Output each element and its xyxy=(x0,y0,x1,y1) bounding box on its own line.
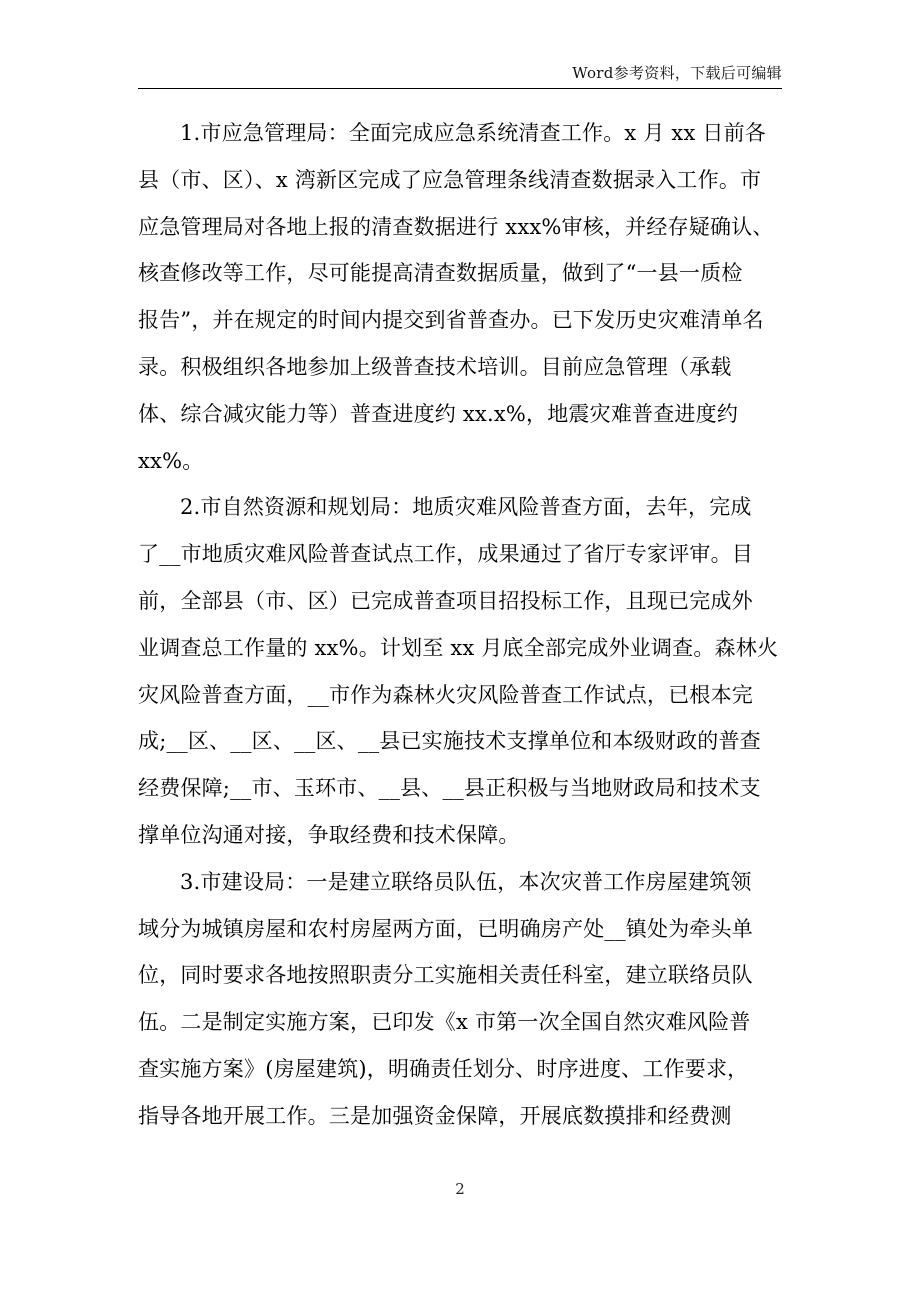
header-rule xyxy=(138,88,782,89)
page-number: 2 xyxy=(455,1180,465,1198)
text-line: 撑单位沟通对接，争取经费和技术保障。 xyxy=(138,822,520,847)
text-line: 报告”，并在规定的时间内提交到省普查办。已下发历史灾难清单名 xyxy=(138,308,764,333)
text-line: 前，全部县（市、区）已完成普查项目招投标工作，且现已完成外 xyxy=(138,588,753,613)
text-line: 域分为城镇房屋和农村房屋两方面，已明确房产处__镇处为牵头单 xyxy=(138,916,753,941)
text-line: 查实施方案》(房屋建筑)，明确责任划分、时序进度、工作要求， xyxy=(138,1056,749,1081)
text-line: 3.市建设局：一是建立联络员队伍，本次灾普工作房屋建筑领 xyxy=(180,869,752,894)
text-line: 位，同时要求各地按照职责分工实施相关责任科室，建立联络员队 xyxy=(138,963,753,988)
text-line: 指导各地开展工作。三是加强资金保障，开展底数摸排和经费测 xyxy=(138,1103,732,1128)
page-header: Word参考资料，下载后可编辑 xyxy=(572,64,782,82)
text-line: 了__市地质灾难风险普查试点工作，成果通过了省厅专家评审。目 xyxy=(138,542,753,567)
text-line: 核查修改等工作，尽可能提高清查数据质量，做到了“一县一质检 xyxy=(138,261,743,286)
text-line: 成;__区、__区、__区、__县已实施技术支撑单位和本级财政的普查 xyxy=(138,729,761,754)
text-line: 灾风险普查方面，__市作为森林火灾风险普查工作试点，已根本完 xyxy=(138,682,753,707)
document-body xyxy=(138,110,782,1140)
text-line: 经费保障;__市、玉环市、__县、__县正积极与当地财政局和技术支 xyxy=(138,776,761,801)
text-line: 录。积极组织各地参加上级普查技术培训。目前应急管理（承载 xyxy=(138,354,732,379)
text-line: 县（市、区）、x 湾新区完成了应急管理条线清查数据录入工作。市 xyxy=(138,167,762,192)
paragraph-3 xyxy=(138,859,782,1140)
text-line: 1.市应急管理局：全面完成应急系统清查工作。x 月 xx 日前各 xyxy=(180,121,766,145)
text-line: 伍。二是制定实施方案，已印发《x 市第一次全国自然灾难风险普 xyxy=(138,1010,751,1035)
text-line: 应急管理局对各地上报的清查数据进行 xxx%审核，并经存疑确认、 xyxy=(138,214,774,239)
paragraph-1 xyxy=(138,110,782,484)
paragraph-2 xyxy=(138,484,782,858)
text-line: 2.市自然资源和规划局：地质灾难风险普查方面，去年，完成 xyxy=(180,495,752,520)
text-line: xx%。 xyxy=(138,448,204,473)
text-line: 业调查总工作量的 xx%。计划至 xx 月底全部完成外业调查。森林火 xyxy=(138,635,779,660)
text-line: 体、综合减灾能力等）普查进度约 xx.x%，地震灾难普查进度约 xyxy=(138,401,739,426)
